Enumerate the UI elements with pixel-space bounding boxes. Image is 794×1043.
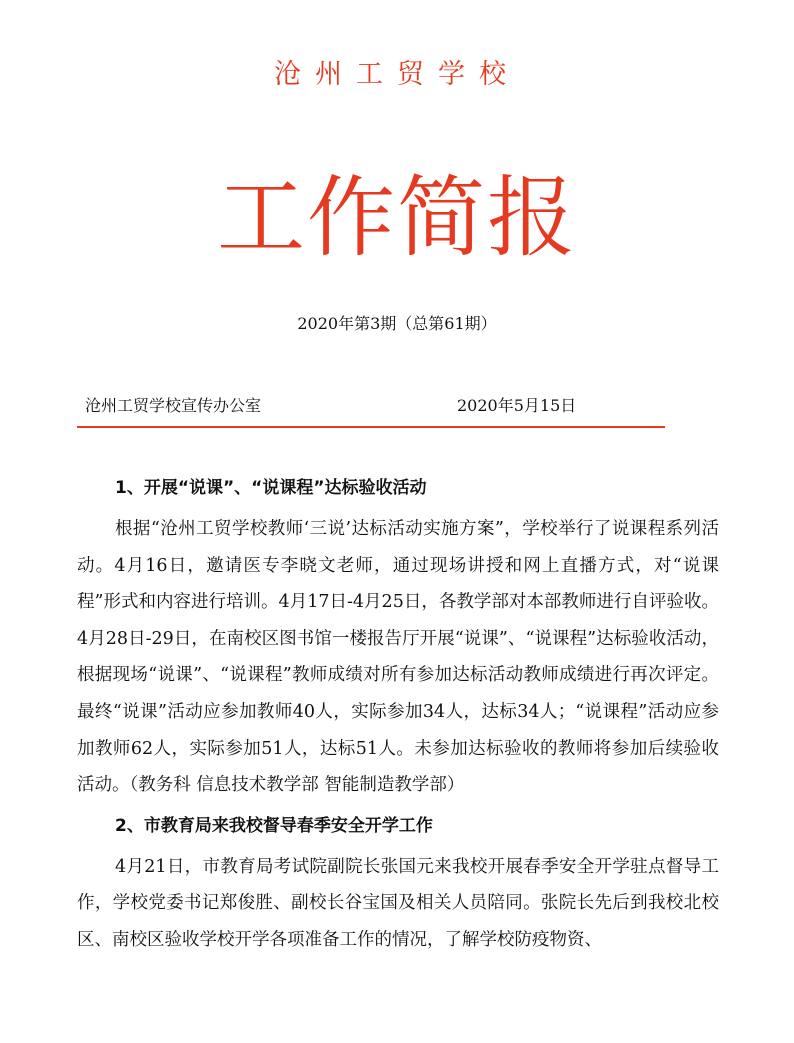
section-body-2: 4月21日，市教育局考试院副院长张国元来我校开展春季安全开学驻点督导工作，学校党委书记郑俊胜、副校长谷宝国及相关人员陪同。张院长先后到我校北校区、南校区验收学校开学各项准备工作的情况，了解学校防疫物资、	[77, 856, 719, 950]
report-content	[77, 466, 719, 959]
header-divider	[77, 426, 665, 428]
issuing-office: 沧州工贸学校宣传办公室	[85, 396, 262, 415]
section-body-1: 根据“沧州工贸学校教师‘三说’达标活动实施方案”，学校举行了说课程系列活动。4月16日，邀请医专李晓文老师，通过现场讲授和网上直播方式，对“说课程”形式和内容进行培训。4月17日-4月25日，各教学部对本部教师进行自评验收。4月28日-29日，在南校区图书馆一楼报告厅开展“说课”、“说课程”达标验收活动，根据现场“说课”、“说课程”教师成绩对所有参加达标活动教师成绩进行再次评定。最终“说课”活动应参加教师40人，实际参加34人，达标34人；“说课程”活动应参加教师62人，实际参加51人，达标51人。未参加达标验收的教师将参加后续验收活动。（教务科 信息技术教学部 智能制造教学部）	[77, 519, 719, 796]
document-title: 工作简报	[216, 166, 577, 269]
school-name: 沧州工贸学校	[274, 59, 520, 90]
issue-number: 2020年第3期（总第61期）	[297, 314, 497, 333]
issue-date: 2020年5月15日	[457, 396, 577, 415]
section-heading-1: 1、开展“说课”、“说课程”达标验收活动	[115, 478, 427, 498]
section-heading-2: 2、市教育局来我校督导春季安全开学工作	[115, 815, 433, 836]
